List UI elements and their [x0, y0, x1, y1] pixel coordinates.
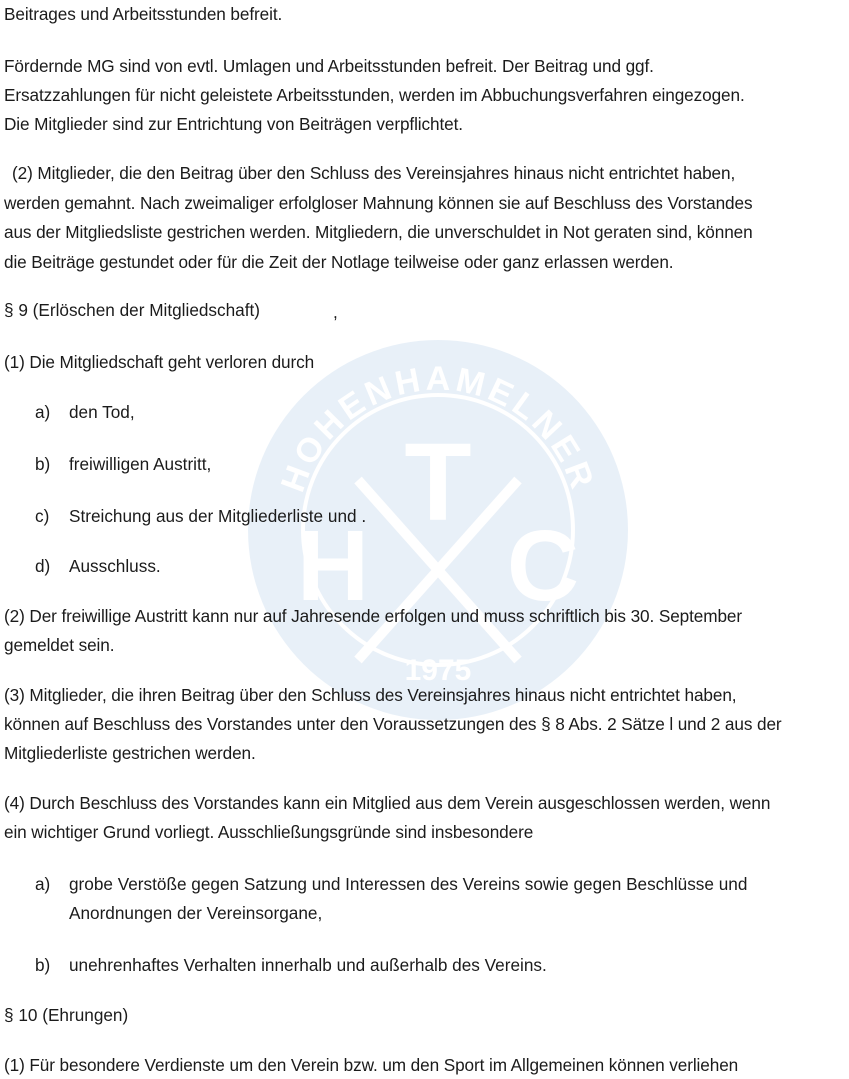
list-item-text: unehrenhaftes Verhalten innerhalb und außerhalb des Vereins. [69, 955, 547, 975]
section-heading: § 9 (Erlöschen der Mitgliedschaft) [4, 300, 261, 320]
list-item-text: grobe Verstöße gegen Satzung und Interessen des Vereins sowie gegen Beschlüsse und [69, 874, 748, 894]
section-heading: § 10 (Ehrungen) [4, 1005, 129, 1025]
list-item-text: Anordnungen der Vereinsorgane, [69, 903, 323, 923]
list-item-label: d) [35, 556, 51, 576]
text-line: (4) Durch Beschluss des Vorstandes kann ein Mitglied aus dem Verein ausgeschlossen werden, wenn [4, 793, 771, 813]
text-line: werden gemahnt. Nach zweimaliger erfolgloser Mahnung können sie auf Beschluss des Vorstandes [4, 193, 753, 213]
list-item-label: a) [35, 402, 51, 422]
list-item-label: b) [35, 454, 51, 474]
text-line: Fördernde MG sind von evtl. Umlagen und Arbeitsstunden befreit. Der Beitrag und ggf. [4, 56, 654, 76]
stray-mark: , [333, 302, 338, 322]
club-seal-watermark [238, 330, 638, 730]
text-line: gemeldet sein. [4, 635, 115, 655]
list-item-label: a) [35, 874, 51, 894]
list-item-text: Ausschluss. [69, 556, 161, 576]
text-line: können auf Beschluss des Vorstandes unter den Voraussetzungen des § 8 Abs. 2 Sätze l und 2 aus der [4, 714, 782, 734]
seal-letter-h: H [296, 510, 370, 622]
text-line: (1) Die Mitgliedschaft geht verloren durch [4, 352, 315, 372]
list-item-text: Streichung aus der Mitgliederliste und . [69, 506, 367, 526]
text-line: ein wichtiger Grund vorliegt. Ausschließungsgründe sind insbesondere [4, 822, 534, 842]
svg-text:HOHENHAMELNER [274, 360, 602, 497]
text-line: Mitgliederliste gestrichen werden. [4, 743, 256, 763]
list-item-label: b) [35, 955, 51, 975]
text-line: Beitrages und Arbeitsstunden befreit. [4, 4, 283, 24]
text-line: Ersatzzahlungen für nicht geleistete Arbeitsstunden, werden im Abbuchungsverfahren eingezogen. [4, 85, 745, 105]
seal-year: 1975 [404, 654, 472, 687]
text-line: die Beiträge gestundet oder für die Zeit der Notlage teilweise oder ganz erlassen werden. [4, 252, 674, 272]
seal-letter-t: T [404, 421, 472, 544]
text-line: (2) Mitglieder, die den Beitrag über den Schluss des Vereinsjahres hinaus nicht entrichtet haben, [12, 163, 736, 183]
list-item-text: freiwilligen Austritt, [69, 454, 212, 474]
text-line: (1) Für besondere Verdienste um den Verein bzw. um den Sport im Allgemeinen können verliehen [4, 1055, 739, 1075]
text-line: (2) Der freiwillige Austritt kann nur auf Jahresende erfolgen und muss schriftlich bis 30. September [4, 606, 743, 626]
list-item-text: den Tod, [69, 402, 135, 422]
list-item-label: c) [35, 506, 50, 526]
seal-letter-c: C [506, 510, 580, 622]
seal-ring-text: HOHENHAMELNER [273, 359, 603, 497]
text-line: Die Mitglieder sind zur Entrichtung von Beiträgen verpflichtet. [4, 114, 463, 134]
text-line: aus der Mitgliedsliste gestrichen werden. Mitgliedern, die unverschuldet in Not geraten sind, können [4, 222, 753, 242]
text-line: (3) Mitglieder, die ihren Beitrag über den Schluss des Vereinsjahres hinaus nicht entrichtet haben, [4, 685, 737, 705]
